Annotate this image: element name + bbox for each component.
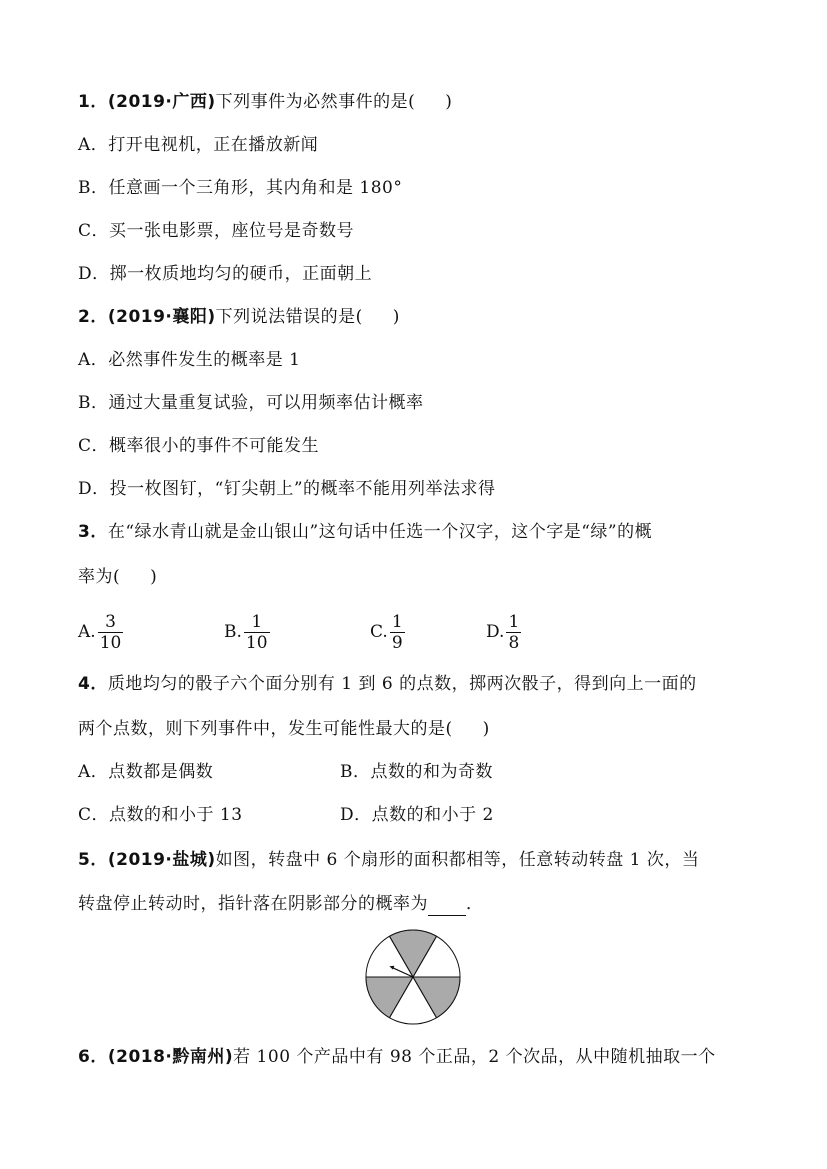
- q2-stem-line: [78, 305, 400, 329]
- spinner-figure: [364, 928, 462, 1026]
- q3-option-b-label: B.: [224, 622, 242, 642]
- q3-option-c: [370, 608, 405, 656]
- q5-stem-line1: [78, 848, 699, 872]
- q4-stem-line2: [78, 717, 490, 741]
- fraction-numerator: 1: [391, 611, 403, 632]
- q4-option-c: C．点数的和小于 13: [78, 805, 243, 825]
- q6-number: 6．: [78, 1047, 108, 1067]
- q4-number: 4．: [78, 674, 108, 694]
- fraction-numerator: 3: [105, 611, 116, 632]
- q1-number: 1．: [78, 92, 108, 112]
- q5-stem-line2: [78, 892, 484, 916]
- q3-option-a: [78, 608, 123, 656]
- q4-option-b: B．点数的和为奇数: [340, 762, 493, 782]
- q3-stem-text1: 在“绿水青山就是金山银山”这句话中任选一个汉字，这个字是“绿”的概: [107, 522, 653, 542]
- q4-stem-line1: [78, 672, 697, 696]
- q2-close-paren: ): [392, 307, 400, 327]
- q3-option-d-fraction: [506, 612, 521, 653]
- q4-stem-text2: 两个点数，则下列事件中，发生可能性最大的是(: [78, 719, 453, 739]
- q2-option-c: C．概率很小的事件不可能发生: [78, 436, 320, 456]
- q5-number: 5．: [78, 850, 108, 870]
- q3-stem-text2: 率为(: [78, 567, 121, 587]
- q2-source: (2019·襄阳): [107, 307, 216, 327]
- q3-stem-line2: [78, 565, 157, 589]
- q3-number: 3．: [78, 522, 108, 542]
- fraction-numerator: 1: [508, 611, 520, 632]
- q5-stem-text1: 如图，转盘中 6 个扇形的面积都相等，任意转动转盘 1 次，当: [215, 850, 700, 870]
- q6-stem-line: [78, 1045, 716, 1069]
- fraction-denominator: 10: [99, 632, 122, 653]
- q4-stem-text1: 质地均匀的骰子六个面分别有 1 到 6 的点数，掷两次骰子，得到向上一面的: [107, 674, 697, 694]
- q2-option-b: B．通过大量重复试验，可以用频率估计概率: [78, 393, 424, 413]
- q2-number: 2．: [78, 307, 108, 327]
- q1-option-a: A．打开电视机，正在播放新闻: [78, 135, 319, 155]
- q4-close-paren: ): [482, 719, 490, 739]
- q4-option-a: A．点数都是偶数: [78, 762, 214, 782]
- q1-option-d: D．掷一枚质地均匀的硬币，正面朝上: [78, 264, 373, 284]
- q3-option-b: [224, 608, 270, 656]
- q3-option-d-label: D.: [486, 622, 505, 642]
- q5-end-mark: ．: [466, 894, 484, 914]
- q2-option-d: D．投一枚图钉，“钉尖朝上”的概率不能用列举法求得: [78, 479, 496, 499]
- fraction-denominator: 10: [245, 632, 268, 653]
- q2-stem: 下列说法错误的是(: [215, 307, 363, 327]
- q5-source: (2019·盐城): [107, 850, 216, 870]
- q3-option-d: [486, 608, 521, 656]
- q3-options: [78, 608, 638, 656]
- q5-stem-text2: 转盘停止转动时，指针落在阴影部分的概率为: [78, 894, 428, 914]
- q1-stem: 下列事件为必然事件的是(: [215, 92, 416, 112]
- q1-stem-line: [78, 90, 452, 114]
- q1-close-paren: ): [445, 92, 453, 112]
- q3-option-b-fraction: [244, 612, 270, 653]
- q6-stem: 若 100 个产品中有 98 个正品，2 个次品，从中随机抽取一个: [233, 1047, 716, 1067]
- q3-option-c-label: C.: [370, 622, 388, 642]
- q1-option-b: B．任意画一个三角形，其内角和是 180°: [78, 178, 403, 198]
- q3-option-c-fraction: [390, 612, 405, 653]
- q3-close-paren: ): [150, 567, 158, 587]
- q3-option-a-fraction: [98, 612, 124, 653]
- q1-option-c: C．买一张电影票，座位号是奇数号: [78, 221, 355, 241]
- q3-option-a-label: A.: [78, 622, 96, 642]
- fraction-numerator: 1: [251, 611, 263, 632]
- fraction-denominator: 8: [508, 632, 520, 653]
- q5-answer-blank: [428, 897, 466, 916]
- q6-source: (2018·黔南州): [107, 1047, 234, 1067]
- q3-stem-line1: [78, 520, 652, 544]
- q4-option-d: D．点数的和小于 2: [340, 805, 494, 825]
- fraction-denominator: 9: [391, 632, 403, 653]
- q1-source: (2019·广西): [107, 92, 216, 112]
- q2-option-a: A．必然事件发生的概率是 1: [78, 350, 301, 370]
